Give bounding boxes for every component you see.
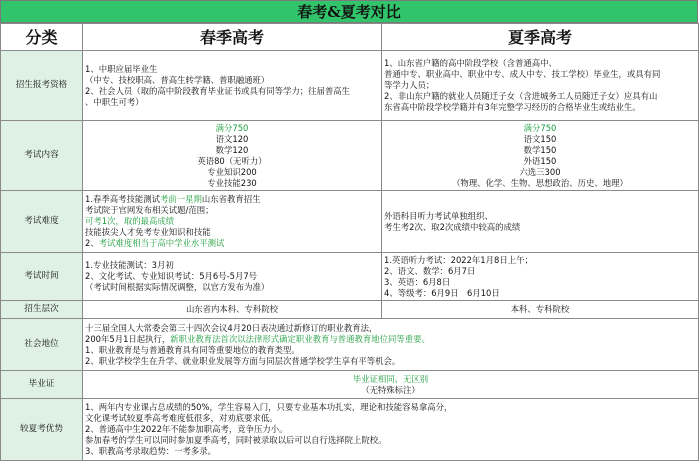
header-row [1, 24, 699, 51]
row-label: 毕业证 [1, 371, 83, 399]
text-line: 1、山东省户籍的高中阶段学校（含普通高中、 [384, 58, 557, 68]
text-line: 外语150 [523, 155, 557, 166]
text-run: 2、 [85, 238, 99, 248]
text-line: 专业知识200 [207, 166, 257, 177]
text-line: 2、语文、数学：6月7日 [384, 265, 476, 276]
text-line: 2、文化考试、专业知识考试：5月6号-5月7号 [85, 271, 258, 281]
text-line: 东省高中阶段学校学籍并有3年完整学习经历的合格毕业生或结业生。 [384, 102, 641, 112]
diploma-content [83, 371, 699, 399]
row-difficulty [1, 191, 699, 253]
text-line: 外语科目听力考试单独组织、 [384, 210, 493, 221]
text-line: 1、中职应届毕业生 [85, 63, 158, 74]
text-run: 山东省教育招生 [201, 194, 261, 204]
text-line: 2、普通高中生2022年不能参加职高考，竞争压力小。 [85, 424, 288, 434]
text-line [85, 194, 379, 205]
text-line: 2、非山东户籍的就业人员随迁子女（含进城务工人员随迁子女）应具有山 [384, 91, 658, 101]
highlight-text: 毕业证相同、无区别 [352, 373, 429, 384]
text-line: 2、职业学校学生在升学、就业职业发展等方面与同层次普通学校学生享有平等机会。 [85, 355, 401, 366]
text-line: 数学120 [215, 144, 249, 155]
full-score: 满分750 [523, 122, 557, 133]
comparison-table [0, 23, 699, 461]
row-label: 考试时间 [1, 253, 83, 301]
difficulty-spring [83, 191, 382, 253]
advantage-content [83, 399, 699, 461]
row-label: 考试内容 [1, 121, 83, 191]
time-spring [83, 253, 382, 301]
text-line: （考试时间根据实际情况调整，以官方发布为准） [85, 282, 270, 292]
row-eligibility [1, 51, 699, 121]
row-status [1, 319, 699, 371]
text-line: 1.专业技能测试：3月初 [85, 260, 174, 270]
header-spring: 春季高考 [83, 24, 382, 51]
row-label: 考试难度 [1, 191, 83, 253]
text-line: （无特殊标注） [361, 384, 420, 395]
level-summer: 本科、专科院校 [382, 301, 699, 319]
row-label: 较夏考优势 [1, 399, 83, 461]
sheet-title: 春考&夏考对比 [0, 0, 698, 23]
difficulty-summer [382, 191, 699, 253]
text-line: 1、职业教育是与普通教育具有同等重要地位的教育类型。 [85, 344, 300, 355]
text-line: 语文150 [523, 133, 557, 144]
text-run: 200年5月1日起执行， [85, 333, 171, 344]
text-line: 2、社会人员（取的高中阶段教育毕业证书或具有同等学力；往届普高生 [85, 85, 350, 96]
highlight-text: 考试难度相当于高中学业水平测试 [98, 238, 225, 248]
text-run: 1.春季高考技能测试 [85, 194, 160, 204]
text-line: 4、等级考：6月9日 6月10日 [384, 287, 500, 298]
text-line: 1、两年内专业课占总成绩的50%，学生容易入门，只要专业基本功扎实，理论和技能容易拿高分， [85, 402, 453, 412]
text-line: 十三届全国人大常委会第三十四次会议4月20日表决通过新修订的职业教育法， [85, 322, 378, 333]
full-score: 满分750 [215, 122, 249, 133]
row-time [1, 253, 699, 301]
row-label: 招生层次 [1, 301, 83, 319]
row-content [1, 121, 699, 191]
row-level [1, 301, 699, 319]
eligibility-summer [382, 51, 699, 121]
text-line: 英语80（无听力） [197, 155, 267, 166]
row-label: 社会地位 [1, 319, 83, 371]
eligibility-spring [83, 51, 382, 121]
text-line: 技能拔尖人才免考专业知识和技能 [85, 227, 211, 237]
row-label: 招生报考资格 [1, 51, 83, 121]
text-line: 普通中专、职业高中、职业中专、成人中专、技工学校）毕业生，或具有同 [384, 69, 661, 79]
highlight-text: 新职业教育法首次以法律形式确定职业教育与普通教育地位同等重要。 [170, 333, 430, 344]
text-line: （物理、化学、生物、思想政治、历史、地理） [452, 177, 628, 188]
content-summer [382, 121, 699, 191]
row-advantage [1, 399, 699, 461]
text-line: （中专、技校职高、普高生转学籍、普职融通班） [85, 74, 270, 85]
text-line: 文化课考试较夏季高考难度低很多，对劝底要求低。 [85, 413, 278, 423]
text-line: 等学力人员； [384, 80, 435, 90]
row-diploma [1, 371, 699, 399]
text-line: 考试院于官网发布相关试题/范围； [85, 205, 214, 215]
text-line [85, 238, 379, 249]
status-content [83, 319, 699, 371]
highlight-text: 考前一星期 [160, 194, 202, 204]
header-category: 分类 [1, 24, 83, 51]
text-line: 3、英语：6月8日 [384, 276, 451, 287]
text-line: 、中职生可考） [85, 96, 144, 107]
text-line: 数学150 [523, 144, 557, 155]
text-line: 1.英语听力考试：2022年1月8日上午； [384, 254, 533, 265]
time-summer [382, 253, 699, 301]
text-line: 专业技能230 [207, 177, 257, 188]
text-line: 考生考2次、取2次成绩中较高的成绩 [384, 221, 521, 232]
content-spring [83, 121, 382, 191]
text-line: 六选三300 [519, 166, 561, 177]
level-spring: 山东省内本科、专科院校 [83, 301, 382, 319]
text-line: 语文120 [215, 133, 249, 144]
header-summer: 夏季高考 [382, 24, 699, 51]
text-line [85, 334, 696, 345]
text-line: 参加春考的学生可以同时参加夏季高考，同时被录取以后可以自行选择院上院校。 [85, 435, 387, 445]
highlight-text: 可考1次，取的最高成绩 [85, 216, 175, 226]
text-line: 3、职教高考录取趋势：一考多录。 [85, 446, 216, 456]
